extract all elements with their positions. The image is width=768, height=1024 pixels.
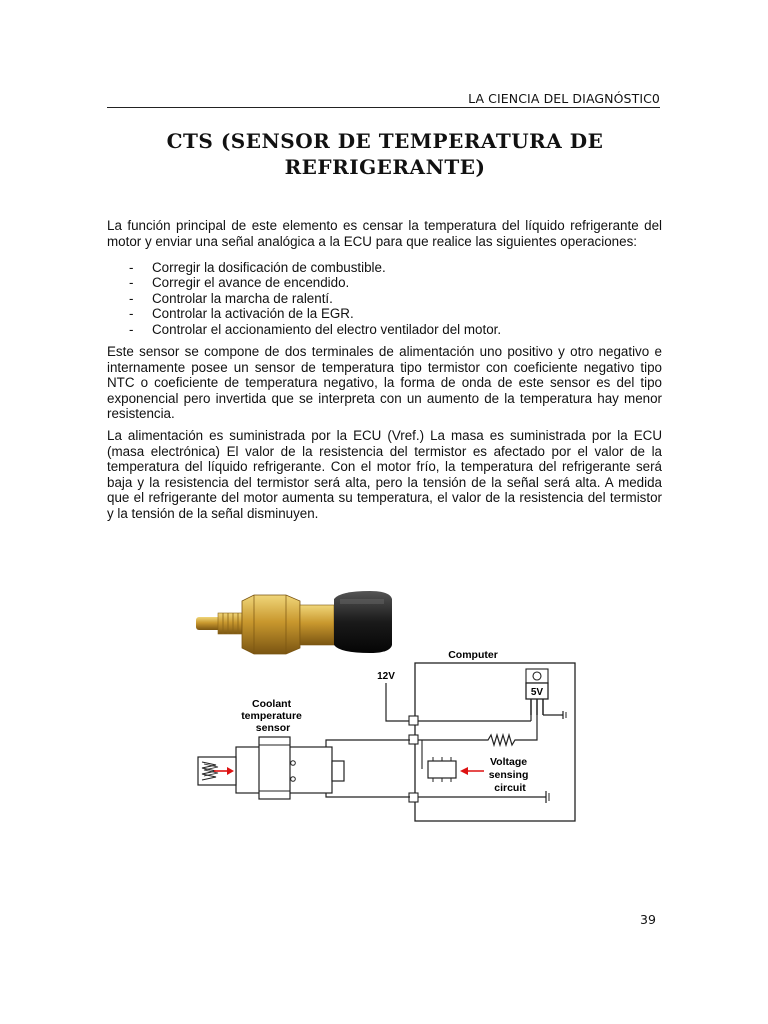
sensor-label-line-2: temperature: [241, 710, 302, 722]
sensor-schematic: [198, 737, 344, 799]
list-item: [107, 275, 662, 290]
pull-up-resistor: [418, 715, 537, 745]
list-item: [107, 291, 662, 306]
list-item-text: Corregir el avance de encendido.: [152, 275, 350, 291]
cts-figure: [190, 585, 590, 830]
svg-text:Voltage sensing ci: [489, 756, 532, 794]
list-item: [107, 260, 662, 275]
list-item-text: Controlar la marcha de ralentí.: [152, 290, 333, 306]
list-marker: -: [129, 321, 134, 337]
operations-list: [107, 260, 662, 337]
terminal: [409, 793, 418, 802]
svg-text:Coolant temperature: [241, 698, 305, 734]
list-marker: -: [129, 306, 134, 322]
circuit-label-line-1: Voltage: [489, 756, 528, 768]
list-item: [107, 322, 662, 337]
page-number: 39: [640, 912, 656, 927]
list-marker: -: [129, 275, 134, 291]
circuit-label-line-3: circuit: [494, 782, 526, 794]
regulator-voltage-label: 5V: [530, 687, 544, 698]
supply-voltage-label: 12V: [377, 671, 395, 682]
sensor-photo: [196, 591, 392, 654]
cts-diagram: [190, 585, 590, 830]
sensor-label-line-1: Coolant: [252, 698, 292, 710]
list-item-text: Controlar el accionamiento del electro ventilador del motor.: [152, 321, 502, 337]
title-line-2: REFRIGERANTE): [284, 155, 486, 179]
list-item-text: Controlar la activación de la EGR.: [152, 306, 354, 322]
page-title: [120, 128, 650, 180]
red-arrow-icon: [460, 767, 484, 775]
title-line-1: CTS (SENSOR DE TEMPERATURA DE: [166, 129, 604, 153]
list-marker: -: [129, 260, 134, 275]
voltage-sensing-chip: [428, 757, 456, 782]
terminal: [409, 735, 418, 744]
power-supply-paragraph: La alimentación es suministrada por la ECU (Vref.) La masa es suministrada por la ECU (masa electrónica) El valor de la resistencia del termistor es afectado por el valor de la temperatura del líquido refrigerante. Con el motor frío, la temperatura del refrigerante será baja y la resistencia del termistor será alta, pero la tensión de la señal será alta. A medida que el refrigerante del motor aumenta su temperatura, el valor de la resistencia del termistor y la tensión de la señal disminuyen.: [107, 428, 662, 521]
header-title: LA CIENCIA DEL DIAGNÓSTIC0: [468, 91, 660, 106]
list-item-text: Corregir la dosificación de combustible.: [152, 260, 386, 275]
terminal: [409, 716, 418, 725]
sensor-label-line-3: sensor: [255, 722, 291, 734]
computer-label: Computer: [448, 649, 498, 661]
page-header: [107, 92, 660, 108]
list-marker: -: [129, 290, 134, 306]
sensor-description-paragraph: Este sensor se compone de dos terminales de alimentación uno positivo y otro negativo e internamente posee un sensor de temperatura tipo termistor con coeficiente negativo tipo NTC o coeficiente de temperatura negativo, la forma de onda de este sensor es del tipo exponencial pero invertida que se interpreta con un aumento de la temperatura hay menor resistencia.: [107, 344, 662, 422]
list-item: [107, 306, 662, 321]
circuit-label-line-2: sensing: [488, 769, 529, 781]
intro-paragraph: La función principal de este elemento es censar la temperatura del líquido refrigerante del motor y enviar una señal analógica a la ECU para que realice las siguientes operaciones:: [107, 218, 662, 249]
